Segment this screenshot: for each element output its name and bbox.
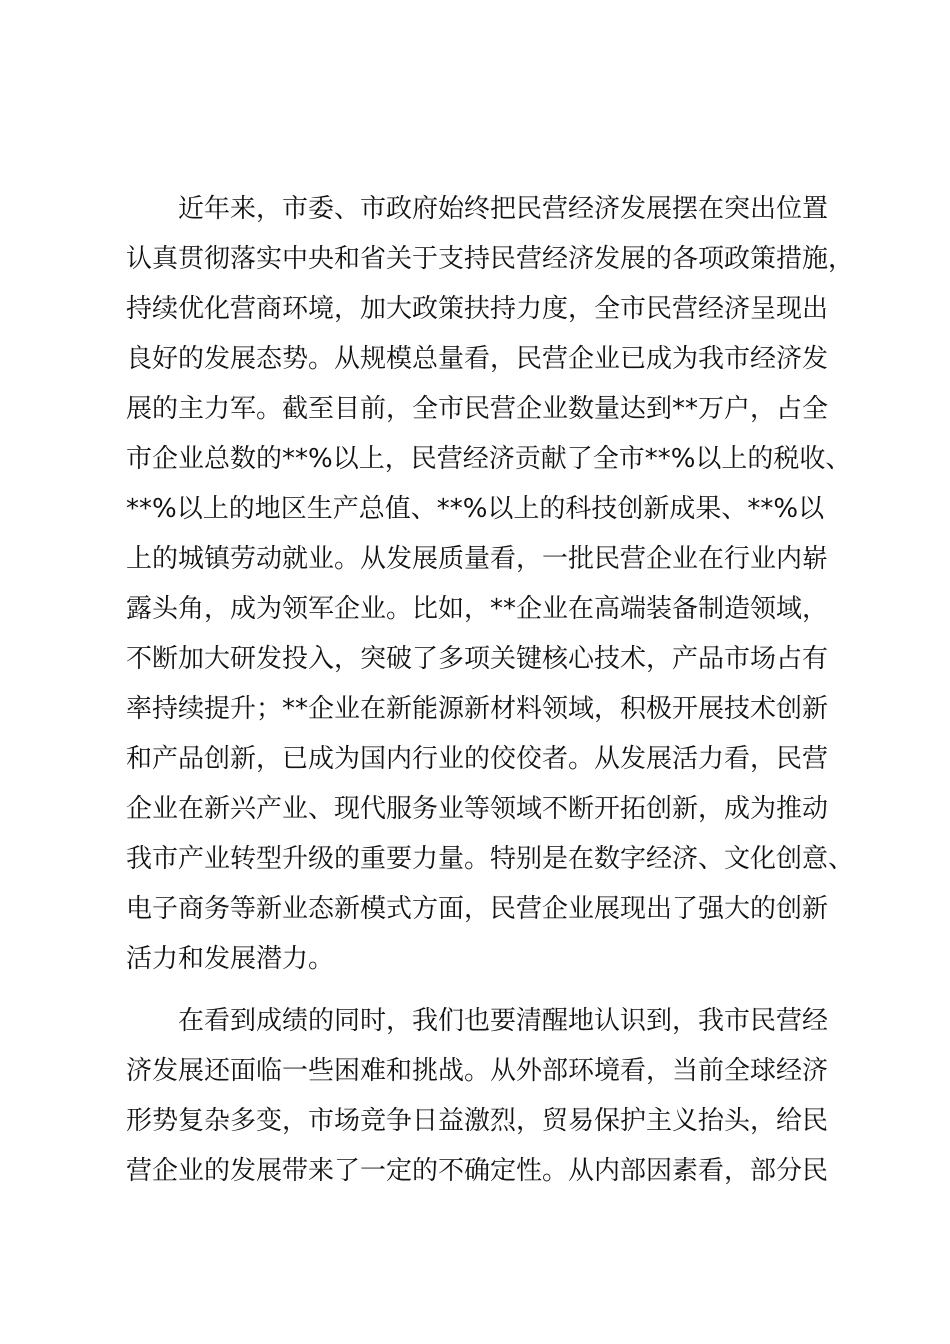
paragraph-spacer bbox=[126, 984, 838, 996]
text-line: 在看到成绩的同时，我们也要清醒地认识到，我市民营经 bbox=[178, 1006, 829, 1036]
text-line: 露头角，成为领军企业。比如，**企业在高端装备制造领域， bbox=[126, 594, 829, 624]
text-line: 形势复杂多变，市场竞争日益激烈，贸易保护主义抬头，给民 bbox=[126, 1106, 829, 1136]
text-line: 展的主力军。截至目前，全市民营企业数量达到**万户，占全 bbox=[126, 394, 829, 424]
text-line: 企业在新兴产业、现代服务业等领域不断开拓创新，成为推动 bbox=[126, 794, 829, 824]
text-line: 认真贯彻落实中央和省关于支持民营经济发展的各项政策措施， bbox=[126, 244, 855, 274]
text-line: 我市产业转型升级的重要力量。特别是在数字经济、文化创意、 bbox=[126, 844, 855, 874]
text-line: 营企业的发展带来了一定的不确定性。从内部因素看，部分民 bbox=[126, 1156, 829, 1186]
text-line: 和产品创新，已成为国内行业的佼佼者。从发展活力看，民营 bbox=[126, 744, 829, 774]
text-line: 电子商务等新业态新模式方面，民营企业展现出了强大的创新 bbox=[126, 894, 829, 924]
text-line: 持续优化营商环境，加大政策扶持力度，全市民营经济呈现出 bbox=[126, 294, 829, 324]
text-line: 市企业总数的**%以上，民营经济贡献了全市**%以上的税收、 bbox=[126, 444, 852, 474]
text-line: 上的城镇劳动就业。从发展质量看，一批民营企业在行业内崭 bbox=[126, 544, 829, 574]
document-body bbox=[126, 184, 855, 1196]
paragraph bbox=[126, 996, 838, 1196]
text-line: 良好的发展态势。从规模总量看，民营企业已成为我市经济发 bbox=[126, 344, 829, 374]
text-line: 济发展还面临一些困难和挑战。从外部环境看，当前全球经济 bbox=[126, 1056, 829, 1086]
text-line: 近年来，市委、市政府始终把民营经济发展摆在突出位置 bbox=[178, 194, 829, 224]
text-line: 不断加大研发投入，突破了多项关键核心技术，产品市场占有 bbox=[126, 644, 829, 674]
paragraph bbox=[126, 184, 855, 984]
text-line: 率持续提升；**企业在新能源新材料领域，积极开展技术创新 bbox=[126, 694, 829, 724]
text-line: 活力和发展潜力。 bbox=[126, 944, 335, 974]
text-line: **%以上的地区生产总值、**%以上的科技创新成果、**%以 bbox=[126, 494, 825, 524]
